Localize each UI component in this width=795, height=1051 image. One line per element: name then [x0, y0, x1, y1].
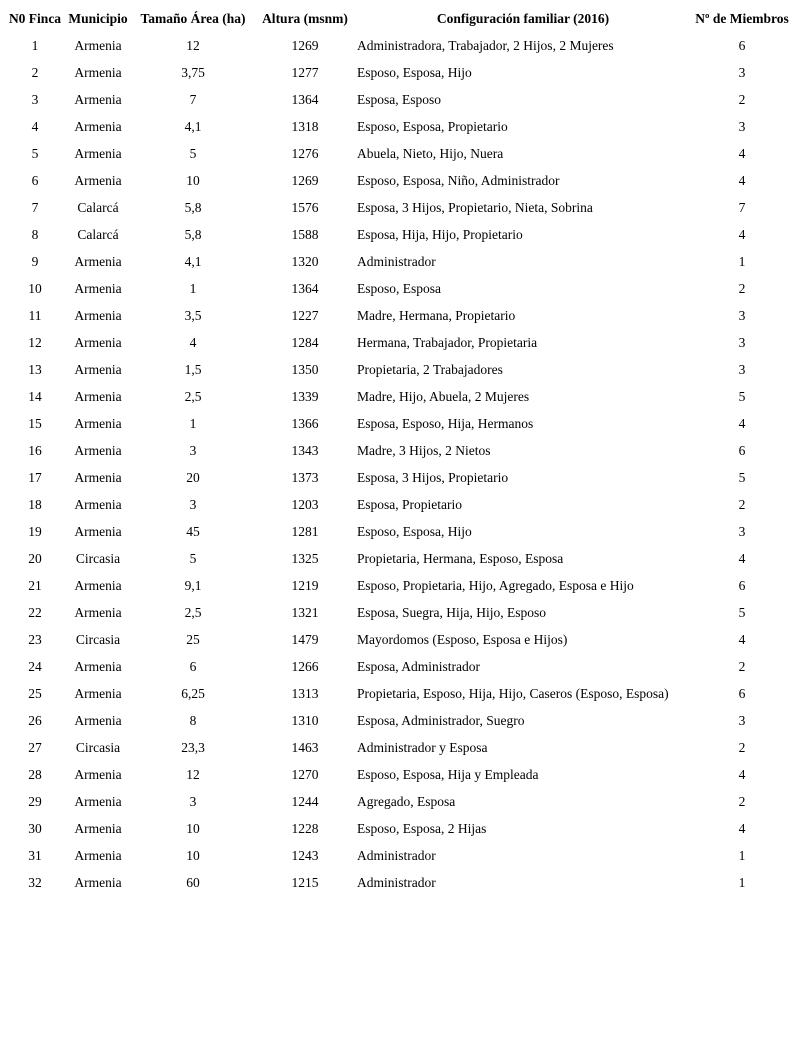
configuracion-cell: Esposo, Esposa, Niño, Administrador — [357, 172, 560, 188]
area-cell: 5 — [189, 145, 197, 161]
configuracion-cell: Esposa, Hija, Hijo, Propietario — [357, 226, 523, 242]
table-row — [3, 599, 791, 626]
miembros-cell: 2 — [738, 658, 746, 674]
area-cell: 4 — [189, 334, 197, 350]
municipio-cell: Armenia — [74, 604, 122, 620]
table-row — [3, 275, 791, 302]
table-row — [3, 383, 791, 410]
area-cell: 5,8 — [184, 199, 202, 215]
municipio-cell: Armenia — [74, 577, 122, 593]
configuracion-cell: Madre, 3 Hijos, 2 Nietos — [357, 442, 491, 458]
area-cell: 3 — [189, 496, 197, 512]
altura-cell: 1321 — [291, 604, 319, 620]
altura-cell: 1277 — [291, 64, 319, 80]
finca-cell: 28 — [28, 766, 42, 782]
municipio-cell: Armenia — [74, 766, 122, 782]
finca-cell: 31 — [28, 847, 42, 863]
municipio-cell: Armenia — [74, 496, 122, 512]
municipio-cell: Circasia — [75, 739, 121, 755]
configuracion-cell: Propietaria, Hermana, Esposo, Esposa — [357, 550, 564, 566]
area-cell: 3,5 — [184, 307, 202, 323]
miembros-cell: 4 — [738, 145, 746, 161]
finca-cell: 24 — [28, 658, 42, 674]
municipio-cell: Armenia — [74, 847, 122, 863]
altura-cell: 1576 — [291, 199, 319, 215]
altura-cell: 1269 — [291, 37, 319, 53]
municipio-cell: Armenia — [74, 118, 122, 134]
altura-cell: 1215 — [291, 874, 319, 890]
finca-cell: 27 — [28, 739, 42, 755]
finca-cell: 14 — [28, 388, 42, 404]
table-row — [3, 194, 791, 221]
area-cell: 6 — [189, 658, 197, 674]
header-altura: Altura (msnm) — [262, 10, 348, 26]
area-cell: 3 — [189, 793, 197, 809]
table-row — [3, 653, 791, 680]
miembros-cell: 4 — [738, 820, 746, 836]
municipio-cell: Armenia — [74, 334, 122, 350]
table-row — [3, 464, 791, 491]
finca-cell: 3 — [31, 91, 39, 107]
table-row — [3, 734, 791, 761]
finca-cell: 13 — [28, 361, 42, 377]
finca-cell: 11 — [28, 307, 42, 323]
header-miembros: Nº de Miembros — [695, 10, 789, 26]
altura-cell: 1276 — [291, 145, 319, 161]
finca-cell: 18 — [28, 496, 42, 512]
table-row — [3, 572, 791, 599]
altura-cell: 1463 — [291, 739, 319, 755]
municipio-cell: Armenia — [74, 145, 122, 161]
miembros-cell: 5 — [738, 388, 746, 404]
finca-cell: 4 — [31, 118, 39, 134]
altura-cell: 1479 — [291, 631, 319, 647]
miembros-cell: 1 — [738, 253, 746, 269]
table-row — [3, 59, 791, 86]
finca-cell: 7 — [31, 199, 39, 215]
area-cell: 4,1 — [184, 118, 202, 134]
finca-cell: 30 — [28, 820, 42, 836]
header-area: Tamaño Área (ha) — [140, 10, 246, 26]
configuracion-cell: Administradora, Trabajador, 2 Hijos, 2 Mujeres — [357, 37, 614, 53]
municipio-cell: Armenia — [74, 253, 122, 269]
miembros-cell: 5 — [738, 604, 746, 620]
altura-cell: 1343 — [291, 442, 319, 458]
municipio-cell: Armenia — [74, 712, 122, 728]
altura-cell: 1227 — [291, 307, 319, 323]
configuracion-cell: Administrador y Esposa — [357, 739, 488, 755]
area-cell: 1,5 — [184, 361, 202, 377]
configuracion-cell: Agregado, Esposa — [357, 793, 456, 809]
municipio-cell: Armenia — [74, 388, 122, 404]
table-row — [3, 761, 791, 788]
header-finca: N0 Finca — [8, 10, 62, 26]
table-row — [3, 221, 791, 248]
configuracion-cell: Esposo, Esposa, 2 Hijas — [357, 820, 487, 836]
miembros-cell: 6 — [738, 685, 746, 701]
miembros-cell: 6 — [738, 577, 746, 593]
header-configuracion: Configuración familiar (2016) — [436, 10, 610, 26]
miembros-cell: 5 — [738, 469, 746, 485]
altura-cell: 1588 — [291, 226, 319, 242]
finca-cell: 19 — [28, 523, 42, 539]
table-row — [3, 140, 791, 167]
configuracion-cell: Propietaria, 2 Trabajadores — [357, 361, 503, 377]
area-cell: 8 — [189, 712, 197, 728]
area-cell: 9,1 — [184, 577, 202, 593]
altura-cell: 1244 — [291, 793, 319, 809]
configuracion-cell: Abuela, Nieto, Hijo, Nuera — [357, 145, 504, 161]
altura-cell: 1243 — [291, 847, 319, 863]
finca-cell: 6 — [31, 172, 39, 188]
finca-cell: 21 — [28, 577, 42, 593]
area-cell: 25 — [186, 631, 200, 647]
municipio-cell: Armenia — [74, 820, 122, 836]
configuracion-cell: Administrador — [357, 874, 436, 890]
configuracion-cell: Esposa, 3 Hijos, Propietario, Nieta, Sobrina — [357, 199, 593, 215]
configuracion-cell: Hermana, Trabajador, Propietaria — [357, 334, 538, 350]
table-row — [3, 302, 791, 329]
table-row — [3, 356, 791, 383]
finca-cell: 8 — [31, 226, 39, 242]
area-cell: 7 — [189, 91, 197, 107]
table-row — [3, 410, 791, 437]
municipio-cell: Circasia — [75, 631, 121, 647]
miembros-cell: 3 — [738, 307, 746, 323]
miembros-cell: 3 — [738, 361, 746, 377]
table-row — [3, 32, 791, 59]
finca-cell: 16 — [28, 442, 42, 458]
configuracion-cell: Esposa, Propietario — [357, 496, 462, 512]
table-row — [3, 707, 791, 734]
header-row — [3, 5, 791, 32]
configuracion-cell: Administrador — [357, 253, 436, 269]
area-cell: 3 — [189, 442, 197, 458]
area-cell: 3,75 — [181, 64, 205, 80]
miembros-cell: 3 — [738, 523, 746, 539]
altura-cell: 1364 — [291, 91, 319, 107]
finca-cell: 22 — [28, 604, 42, 620]
miembros-cell: 4 — [738, 550, 746, 566]
municipio-cell: Armenia — [74, 658, 122, 674]
configuracion-cell: Administrador — [357, 847, 436, 863]
finca-cell: 32 — [28, 874, 42, 890]
area-cell: 4,1 — [184, 253, 202, 269]
miembros-cell: 4 — [738, 172, 746, 188]
municipio-cell: Armenia — [74, 793, 122, 809]
farm-family-table — [3, 5, 791, 896]
table-row — [3, 545, 791, 572]
altura-cell: 1366 — [291, 415, 319, 431]
altura-cell: 1266 — [291, 658, 319, 674]
table-row — [3, 680, 791, 707]
configuracion-cell: Esposo, Propietaria, Hijo, Agregado, Esposa e Hijo — [357, 577, 634, 593]
miembros-cell: 3 — [738, 64, 746, 80]
area-cell: 10 — [186, 847, 200, 863]
configuracion-cell: Esposa, Suegra, Hija, Hijo, Esposo — [357, 604, 546, 620]
miembros-cell: 2 — [738, 496, 746, 512]
municipio-cell: Armenia — [74, 361, 122, 377]
finca-cell: 2 — [31, 64, 39, 80]
altura-cell: 1313 — [291, 685, 319, 701]
table-row — [3, 491, 791, 518]
area-cell: 60 — [186, 874, 200, 890]
municipio-cell: Armenia — [74, 469, 122, 485]
miembros-cell: 3 — [738, 334, 746, 350]
altura-cell: 1270 — [291, 766, 319, 782]
altura-cell: 1310 — [291, 712, 319, 728]
miembros-cell: 3 — [738, 118, 746, 134]
configuracion-cell: Esposo, Esposa, Hija y Empleada — [357, 766, 539, 782]
area-cell: 1 — [189, 415, 197, 431]
miembros-cell: 6 — [738, 442, 746, 458]
municipio-cell: Calarcá — [77, 199, 119, 215]
header-municipio: Municipio — [68, 10, 128, 26]
miembros-cell: 2 — [738, 91, 746, 107]
configuracion-cell: Madre, Hermana, Propietario — [357, 307, 516, 323]
municipio-cell: Armenia — [74, 415, 122, 431]
finca-cell: 12 — [28, 334, 42, 350]
configuracion-cell: Esposo, Esposa, Propietario — [357, 118, 508, 134]
finca-cell: 10 — [28, 280, 42, 296]
table-row — [3, 329, 791, 356]
municipio-cell: Calarcá — [77, 226, 119, 242]
table-row — [3, 437, 791, 464]
altura-cell: 1339 — [291, 388, 319, 404]
miembros-cell: 2 — [738, 739, 746, 755]
area-cell: 12 — [186, 37, 200, 53]
municipio-cell: Armenia — [74, 37, 122, 53]
altura-cell: 1364 — [291, 280, 319, 296]
altura-cell: 1203 — [291, 496, 319, 512]
altura-cell: 1320 — [291, 253, 319, 269]
municipio-cell: Armenia — [74, 874, 122, 890]
configuracion-cell: Esposo, Esposa, Hijo — [357, 523, 472, 539]
municipio-cell: Armenia — [74, 91, 122, 107]
miembros-cell: 4 — [738, 766, 746, 782]
finca-cell: 9 — [31, 253, 39, 269]
municipio-cell: Armenia — [74, 442, 122, 458]
area-cell: 45 — [186, 523, 200, 539]
altura-cell: 1269 — [291, 172, 319, 188]
finca-cell: 23 — [28, 631, 42, 647]
area-cell: 5,8 — [184, 226, 202, 242]
area-cell: 12 — [186, 766, 200, 782]
configuracion-cell: Madre, Hijo, Abuela, 2 Mujeres — [357, 388, 530, 404]
miembros-cell: 6 — [738, 37, 746, 53]
miembros-cell: 7 — [738, 199, 746, 215]
configuracion-cell: Esposo, Esposa, Hijo — [357, 64, 472, 80]
table-row — [3, 248, 791, 275]
altura-cell: 1284 — [291, 334, 319, 350]
miembros-cell: 1 — [738, 874, 746, 890]
municipio-cell: Armenia — [74, 280, 122, 296]
municipio-cell: Armenia — [74, 685, 122, 701]
configuracion-cell: Mayordomos (Esposo, Esposa e Hijos) — [357, 631, 568, 647]
miembros-cell: 4 — [738, 631, 746, 647]
municipio-cell: Armenia — [74, 172, 122, 188]
area-cell: 23,3 — [181, 739, 205, 755]
table-row — [3, 842, 791, 869]
table-row — [3, 626, 791, 653]
finca-cell: 26 — [28, 712, 42, 728]
area-cell: 10 — [186, 820, 200, 836]
municipio-cell: Armenia — [74, 64, 122, 80]
altura-cell: 1325 — [291, 550, 319, 566]
altura-cell: 1318 — [291, 118, 319, 134]
miembros-cell: 3 — [738, 712, 746, 728]
municipio-cell: Armenia — [74, 523, 122, 539]
area-cell: 5 — [189, 550, 197, 566]
municipio-cell: Circasia — [75, 550, 121, 566]
table-row — [3, 869, 791, 896]
table-row — [3, 815, 791, 842]
table-row — [3, 788, 791, 815]
table-row — [3, 113, 791, 140]
configuracion-cell: Esposa, 3 Hijos, Propietario — [357, 469, 509, 485]
miembros-cell: 4 — [738, 415, 746, 431]
finca-cell: 25 — [28, 685, 42, 701]
miembros-cell: 2 — [738, 793, 746, 809]
area-cell: 20 — [186, 469, 200, 485]
miembros-cell: 1 — [738, 847, 746, 863]
altura-cell: 1219 — [291, 577, 319, 593]
altura-cell: 1373 — [291, 469, 319, 485]
area-cell: 2,5 — [184, 604, 202, 620]
finca-cell: 1 — [31, 37, 39, 53]
finca-cell: 20 — [28, 550, 42, 566]
configuracion-cell: Esposa, Administrador, Suegro — [357, 712, 525, 728]
finca-cell: 17 — [28, 469, 42, 485]
configuracion-cell: Propietaria, Esposo, Hija, Hijo, Caseros (Esposo, Esposa) — [357, 685, 669, 701]
altura-cell: 1350 — [291, 361, 319, 377]
configuracion-cell: Esposa, Esposo — [357, 91, 441, 107]
area-cell: 2,5 — [184, 388, 202, 404]
area-cell: 1 — [189, 280, 197, 296]
table-row — [3, 518, 791, 545]
finca-cell: 29 — [28, 793, 42, 809]
configuracion-cell: Esposo, Esposa — [357, 280, 441, 296]
altura-cell: 1228 — [291, 820, 319, 836]
area-cell: 10 — [186, 172, 200, 188]
configuracion-cell: Esposa, Esposo, Hija, Hermanos — [357, 415, 534, 431]
altura-cell: 1281 — [291, 523, 319, 539]
configuracion-cell: Esposa, Administrador — [357, 658, 480, 674]
municipio-cell: Armenia — [74, 307, 122, 323]
table-row — [3, 167, 791, 194]
table-body — [3, 32, 791, 896]
miembros-cell: 4 — [738, 226, 746, 242]
area-cell: 6,25 — [181, 685, 205, 701]
table-row — [3, 86, 791, 113]
finca-cell: 15 — [28, 415, 42, 431]
miembros-cell: 2 — [738, 280, 746, 296]
finca-cell: 5 — [31, 145, 39, 161]
